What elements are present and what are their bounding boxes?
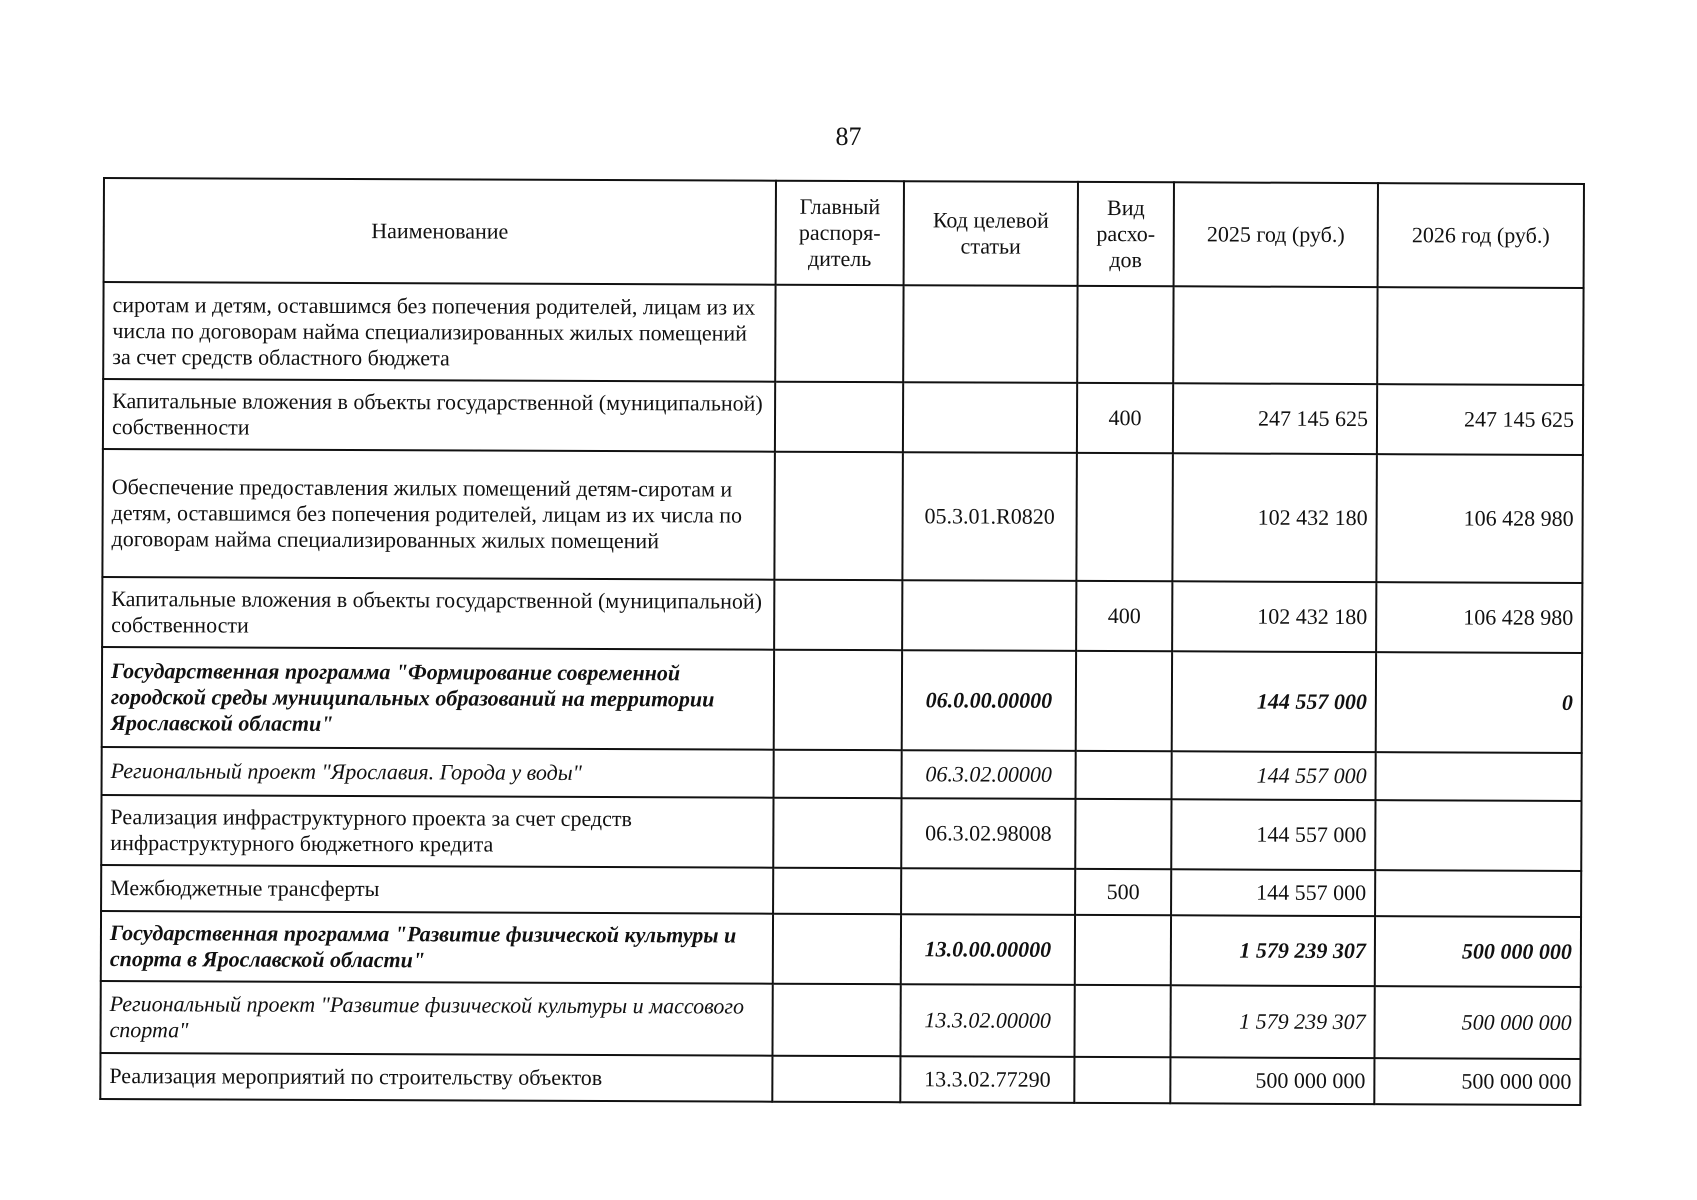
cell-2026: 106 428 980 bbox=[1376, 454, 1583, 583]
table-row bbox=[103, 379, 1583, 455]
cell-vid: 400 bbox=[1077, 383, 1173, 453]
cell-glav bbox=[773, 868, 901, 915]
cell-2026 bbox=[1375, 800, 1581, 871]
cell-2026: 0 bbox=[1376, 652, 1582, 753]
cell-2025: 144 557 000 bbox=[1172, 651, 1376, 752]
cell-glav bbox=[774, 650, 902, 751]
cell-kod: 06.0.00.00000 bbox=[902, 650, 1076, 751]
table-row bbox=[102, 449, 1583, 583]
table-header-row bbox=[104, 178, 1584, 288]
cell-vid bbox=[1074, 985, 1170, 1057]
cell-vid bbox=[1074, 1057, 1170, 1103]
cell-kod: 13.3.02.77290 bbox=[900, 1056, 1074, 1103]
cell-2026: 500 000 000 bbox=[1375, 916, 1581, 987]
cell-2025: 1 579 239 307 bbox=[1171, 915, 1375, 986]
cell-vid bbox=[1076, 751, 1172, 799]
cell-glav bbox=[773, 914, 901, 985]
table-row-project bbox=[102, 747, 1582, 801]
cell-2025: 102 432 180 bbox=[1172, 453, 1377, 582]
cell-2026 bbox=[1375, 870, 1581, 917]
cell-vid: 400 bbox=[1076, 581, 1172, 651]
cell-name: Государственная программа "Формирование современной городской среды муниципальных образований на территории Ярославской области" bbox=[102, 647, 774, 750]
cell-kod: 05.3.01.R0820 bbox=[902, 452, 1077, 581]
cell-2026: 500 000 000 bbox=[1374, 1058, 1580, 1105]
cell-name: Региональный проект "Ярославия. Города у воды" bbox=[102, 747, 774, 798]
cell-2025 bbox=[1173, 286, 1377, 384]
table-row-project bbox=[100, 981, 1580, 1059]
cell-2026 bbox=[1377, 287, 1583, 385]
cell-name: Реализация инфраструктурного проекта за счет средств инфраструктурного бюджетного кредита bbox=[101, 795, 773, 868]
cell-kod: 06.3.02.98008 bbox=[901, 798, 1075, 869]
cell-name: Капитальные вложения в объекты государственной (муниципальной) собственности bbox=[102, 577, 774, 650]
cell-name: Государственная программа "Развитие физической культуры и спорта в Ярославской области" bbox=[101, 911, 773, 984]
cell-2025: 144 557 000 bbox=[1171, 799, 1375, 870]
table-row-program bbox=[101, 911, 1581, 987]
budget-table bbox=[99, 177, 1585, 1106]
cell-2026: 247 145 625 bbox=[1377, 384, 1583, 455]
cell-2025: 247 145 625 bbox=[1173, 383, 1377, 454]
table-row-program bbox=[102, 647, 1582, 753]
column-header-2026: 2026 год (руб.) bbox=[1378, 183, 1584, 288]
cell-2025: 144 557 000 bbox=[1172, 751, 1376, 800]
cell-glav bbox=[774, 580, 902, 651]
column-header-kod: Код целевой статьи bbox=[904, 181, 1078, 286]
cell-vid: 500 bbox=[1075, 869, 1171, 915]
column-header-vid: Вид расхо-дов bbox=[1078, 182, 1174, 286]
cell-name: Межбюджетные трансферты bbox=[101, 865, 773, 914]
cell-2026: 106 428 980 bbox=[1376, 582, 1582, 653]
column-header-glav: Главный распоря-дитель bbox=[776, 181, 904, 286]
cell-glav bbox=[774, 452, 903, 581]
cell-vid bbox=[1076, 453, 1173, 581]
cell-glav bbox=[774, 750, 902, 799]
cell-kod bbox=[901, 868, 1075, 915]
cell-glav bbox=[772, 984, 900, 1057]
page-number: 87 bbox=[835, 122, 862, 151]
cell-kod: 06.3.02.00000 bbox=[902, 750, 1076, 799]
cell-2025: 102 432 180 bbox=[1172, 581, 1376, 652]
cell-vid bbox=[1075, 799, 1171, 869]
cell-vid bbox=[1076, 651, 1172, 751]
cell-2025: 1 579 239 307 bbox=[1170, 985, 1374, 1058]
cell-glav bbox=[772, 1056, 900, 1103]
cell-kod bbox=[903, 285, 1077, 383]
cell-vid bbox=[1077, 286, 1173, 383]
cell-kod bbox=[902, 580, 1076, 651]
cell-kod: 13.0.00.00000 bbox=[901, 914, 1075, 985]
cell-vid bbox=[1075, 915, 1171, 985]
table-row bbox=[101, 795, 1581, 871]
cell-name: Региональный проект "Развитие физической культуры и массового спорта" bbox=[100, 981, 772, 1056]
column-header-2025: 2025 год (руб.) bbox=[1174, 182, 1378, 287]
cell-glav bbox=[775, 285, 903, 383]
cell-glav bbox=[775, 382, 903, 453]
cell-name: сиротам и детям, оставшимся без попечения родителей, лицам из их числа по договорам найма специализированных жилых помещений за счет средств областного бюджета bbox=[103, 282, 775, 382]
cell-kod: 13.3.02.00000 bbox=[900, 984, 1074, 1057]
cell-2026 bbox=[1376, 752, 1582, 801]
cell-2025: 144 557 000 bbox=[1171, 869, 1375, 916]
table-row bbox=[101, 865, 1581, 917]
cell-glav bbox=[773, 798, 901, 869]
cell-name: Обеспечение предоставления жилых помещений детям-сиротам и детям, оставшимся без попечения родителей, лицам из их числа по договорам найма специализированных жилых помещений bbox=[102, 449, 775, 580]
cell-2025: 500 000 000 bbox=[1170, 1057, 1374, 1104]
cell-kod bbox=[903, 382, 1077, 453]
table-row bbox=[103, 282, 1583, 385]
cell-name: Капитальные вложения в объекты государственной (муниципальной) собственности bbox=[103, 379, 775, 452]
cell-name: Реализация мероприятий по строительству объектов bbox=[100, 1053, 772, 1102]
cell-2026: 500 000 000 bbox=[1374, 986, 1580, 1059]
table-row bbox=[100, 1053, 1580, 1105]
table-row bbox=[102, 577, 1582, 653]
column-header-name: Наименование bbox=[104, 178, 776, 285]
